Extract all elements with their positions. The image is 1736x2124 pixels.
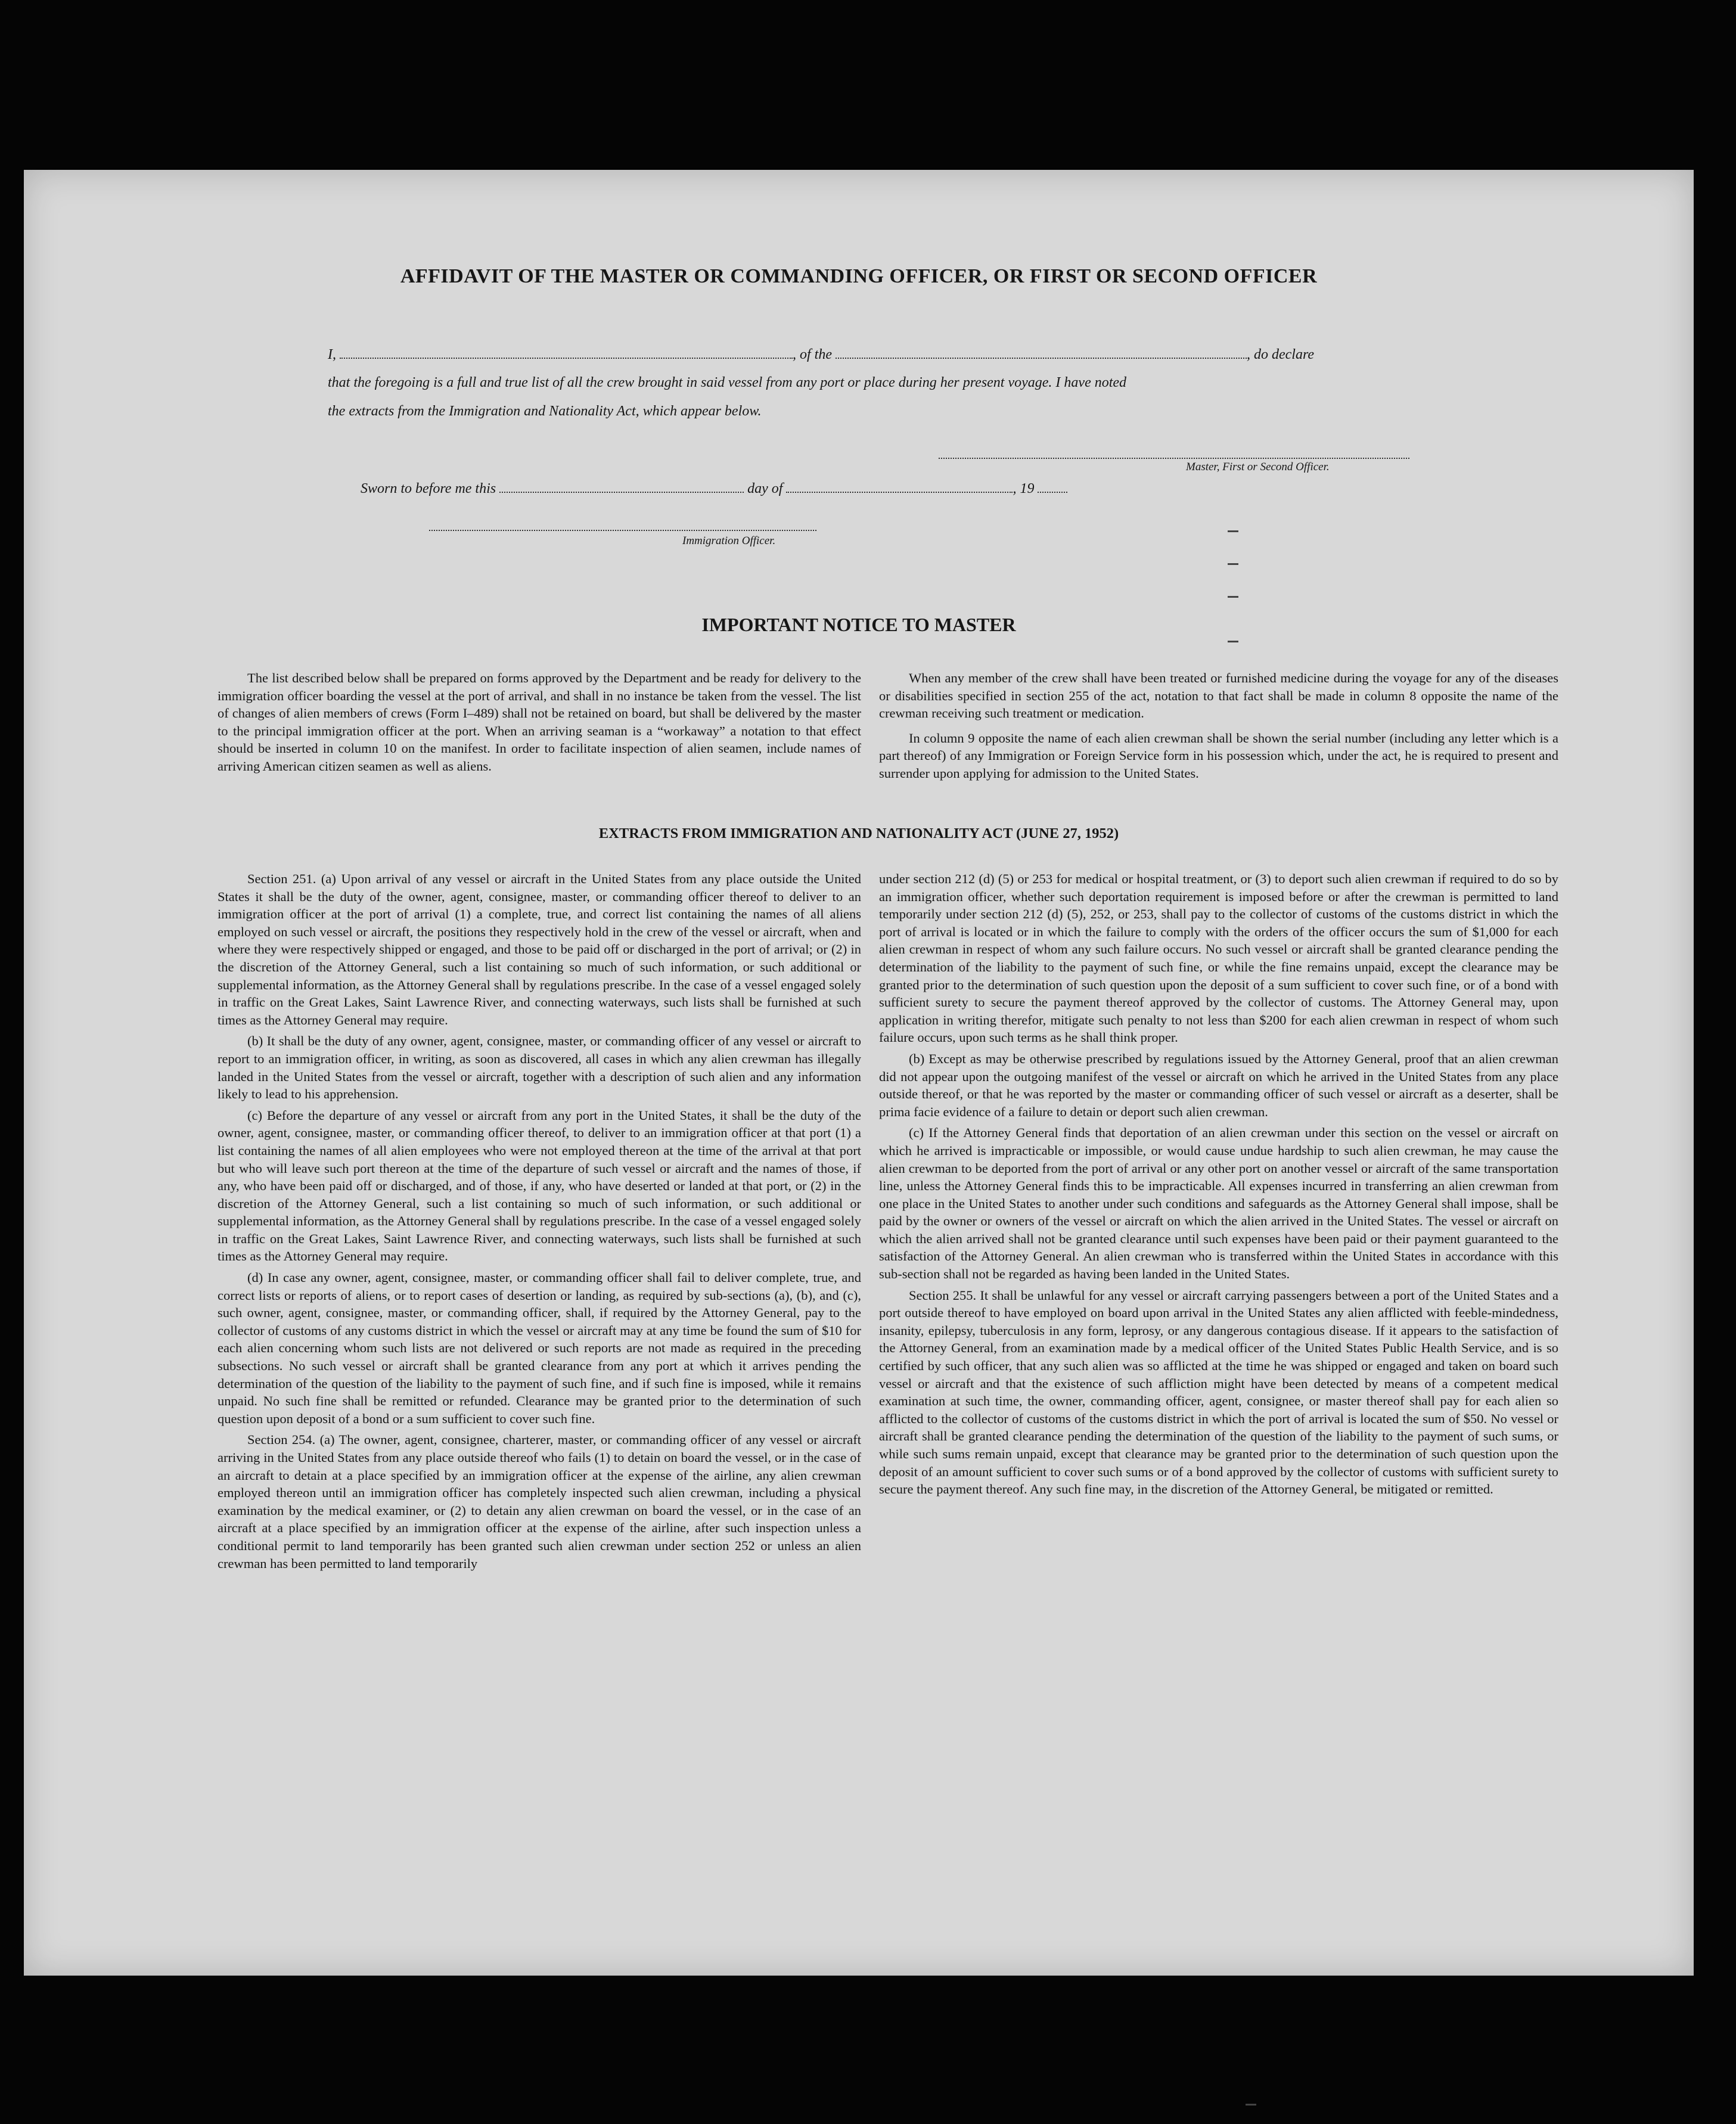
- declaration-line-1: [328, 340, 1430, 369]
- day-of-label: day of: [747, 481, 783, 496]
- extract-paragraph: (d) In case any owner, agent, consignee, master, or commanding officer shall fail to deliver complete, true, and correct lists or reports of aliens, or to report cases of desertion or landing, as required by sub-sections (a), (b), and (c), such owner, agent, consignee, master, or commanding officer, shall, if required by the Attorney General, pay to the collector of customs of any customs district in which the vessel or aircraft may at any time be found the sum of $10 for each alien concerning whom such lists are not delivered or such reports are not made as required in the preceding subsections. No such vessel or aircraft shall be granted clearance from any port at which it arrives pending the determination of the question of the liability to the payment of such fine, and if such fine is imposed, while it remains unpaid. No such fine shall be remitted or refunded. Clearance may be granted prior to the determination of such question upon deposit of a bond or a sum sufficient to cover such fine.: [218, 1270, 861, 1426]
- name-field[interactable]: [340, 340, 793, 359]
- year-label: , 19: [1013, 481, 1035, 496]
- margin-dash: [1246, 2104, 1256, 2106]
- notice-right-paragraph: When any member of the crew shall have been treated or furnished medicine during the voyage for any of the diseases or disabilities specified in section 255 of the act, notation to that fact shall be made in column 8 opposite the name of the crewman receiving such treatment or medication.: [879, 670, 1558, 721]
- master-signature-label: Master, First or Second Officer.: [1186, 461, 1330, 473]
- extract-paragraph: (b) It shall be the duty of any owner, agent, consignee, master, or commanding officer of any vessel or aircraft to report to an immigration officer, in writing, as soon as discovered, all cases in which any alien crewman has illegally landed in the United States from the vessel or aircraft, together with a description of such alien and any information likely to lead to his apprehension.: [218, 1033, 861, 1102]
- sworn-line: [361, 474, 1195, 503]
- sworn-month-field[interactable]: [786, 474, 1013, 493]
- sworn-day-field[interactable]: [499, 474, 744, 493]
- officer-signature-line[interactable]: [429, 530, 816, 531]
- notice-left-paragraph: The list described below shall be prepared on forms approved by the Department and be ready for delivery to the immigration officer boarding the vessel at the port of arrival, and shall in no instance be taken from the vessel. The list of changes of alien members of crews (Form I–489) shall not be retained on board, but shall be delivered by the master to the principal immigration officer at the port. When an arriving seaman is a “workaway” a notation to that effect should be inserted in column 10 on the manifest. In order to facilitate inspection of alien seamen, include names of arriving American citizen seamen as well as aliens.: [218, 670, 861, 774]
- margin-dash: [1228, 641, 1238, 642]
- margin-dash: [1228, 530, 1238, 532]
- document-page: [24, 170, 1694, 1976]
- extract-paragraph: (b) Except as may be otherwise prescribed by regulations issued by the Attorney General, proof that an alien crewman did not appear upon the outgoing manifest of the vessel or aircraft on which he arrived in the United States from any place outside thereof, or that he was reported by the master or commanding officer of such vessel or aircraft as a deserter, shall be prima facie evidence of a failure to detain or deport such alien crewman.: [879, 1051, 1558, 1119]
- vessel-field[interactable]: [836, 340, 1247, 359]
- notice-title: IMPORTANT NOTICE TO MASTER: [701, 614, 1016, 635]
- affidavit-title: AFFIDAVIT OF THE MASTER OR COMMANDING OFFICER, OR FIRST OR SECOND OFFICER: [400, 265, 1318, 287]
- notice-right-column: [879, 669, 1558, 782]
- extract-paragraph: Section 254. (a) The owner, agent, consignee, charterer, master, or commanding officer of any vessel or aircraft arriving in the United States from any place outside thereof who fails (1) to detain on board the vessel, or in the case of an aircraft to detain at a place specified by an immigration officer at the expense of the airline, any alien crewman employed thereon until an immigration officer has completely inspected such alien crewman, including a physical examination by the medical examiner, or (2) to detain any alien crewman on board the vessel, or in the case of an aircraft at a place specified by an immigration officer at the expense of the airline, after such inspection unless a conditional permit to land temporarily has been granted such alien crewman under section 252 or unless an alien crewman has been permitted to land temporarily: [218, 1432, 861, 1571]
- declaration-line-2: that the foregoing is a full and true list of all the crew brought in said vessel from any port or place during her present voyage. I have noted: [328, 375, 1127, 390]
- extracts-left-column: [218, 870, 861, 1572]
- margin-dash: [1228, 596, 1238, 598]
- margin-dash: [1228, 563, 1238, 565]
- extracts-right-column: [879, 870, 1558, 1498]
- extract-paragraph: (c) Before the departure of any vessel or aircraft from any port in the United States, it shall be the duty of the owner, agent, consignee, master, or commanding officer thereof, to deliver to an immigration officer at that port (1) a list containing the names of all alien employees who were not employed thereon at the time of the arrival at that port but who will leave such port thereon at the time of the departure of such vessel or aircraft and the names of those, if any, who have been paid off or discharged, and of those, if any, who have deserted or landed at that port, or (2) in the discretion of the Attorney General, such a list containing so much of such information, or such additional or supplemental information, as the Attorney General shall by regulations prescribe. In the case of a vessel engaged solely in traffic on the Great Lakes, Saint Lawrence River, and connecting waterways, such lists shall be furnished at such times as the Attorney General may require.: [218, 1107, 861, 1264]
- do-declare-label: , do declare: [1247, 347, 1315, 362]
- i-label: I,: [328, 347, 336, 362]
- officer-signature-label: Immigration Officer.: [682, 535, 776, 547]
- extracts-title: EXTRACTS FROM IMMIGRATION AND NATIONALITY ACT (JUNE 27, 1952): [598, 825, 1119, 841]
- extract-paragraph: Section 255. It shall be unlawful for any vessel or aircraft carrying passengers between a port of the United States and a port outside thereof to have employed on board upon arrival in the United States any alien afflicted with feeble-mindedness, insanity, epilepsy, tuberculosis in any form, leprosy, or any dangerous contagious disease. If it appears to the satisfaction of the Attorney General, from an examination made by a medical officer of the United States Public Health Service, and is so certified by such officer, that any such alien was so afflicted at the time he was shipped or engaged and taken on board such vessel or aircraft and that the existence of such affliction might have been detected by means of a competent medical examination at such time, the owner, commanding officer, agent, consignee, or master thereof shall pay for each alien so afflicted to the collector of customs of the customs district in which the port of arrival is located the sum of $50. No vessel or aircraft shall be granted clearance pending the determination of the question of the liability to the payment of such sums, or while such sums remain unpaid, except that clearance may be granted prior to the determination of such question upon the deposit of an amount sufficient to cover such sums or of a bond approved by the collector of customs with sufficient surety to secure the payment thereof. Any such fine may, in the discretion of the Attorney General, be mitigated or remitted.: [879, 1287, 1558, 1497]
- extract-paragraph: Section 251. (a) Upon arrival of any vessel or aircraft in the United States from any place outside the United States it shall be the duty of the owner, agent, consignee, master, or commanding officer thereof to deliver to an immigration officer at the port of arrival (1) a complete, true, and correct list containing the names of all aliens employed on such vessel or aircraft, the positions they respectively hold in the crew of the vessel or aircraft, when and where they were respectively shipped or engaged, and those to be paid off or discharged in the port of arrival; or (2) in the discretion of the Attorney General, such a list containing so much of such information, or such additional or supplemental information, as the Attorney General shall by regulations prescribe. In the case of a vessel engaged solely in traffic on the Great Lakes, Saint Lawrence River, and connecting waterways, such lists shall be furnished at such times as the Attorney General may require.: [218, 871, 861, 1027]
- sworn-year-field[interactable]: [1038, 474, 1067, 493]
- extract-paragraph: (c) If the Attorney General finds that deportation of an alien crewman under this section on the vessel or aircraft on which he arrived is impracticable or impossible, or would cause undue hardship to such alien crewman, he may cause the alien crewman to be deported from the port of arrival or any other port on another vessel or aircraft of the same transportation line, unless the Attorney General finds this to be impracticable. All expenses incurred in transferring an alien crewman from one place in the United States to another under such conditions and safeguards as the Attorney General shall impose, shall be paid by the owner or owners of the vessel or aircraft on which the alien arrived in the United States. The vessel or aircraft on which the alien arrived shall not be granted clearance until such expenses have been paid or their payment guaranteed to the satisfaction of the Attorney General. An alien crewman who is transferred within the United States in accordance with this sub-section shall not be regarded as having been landed in the United States.: [879, 1125, 1558, 1282]
- notice-right-paragraph: In column 9 opposite the name of each alien crewman shall be shown the serial number (including any letter which is a part thereof) of any Immigration or Foreign Service form in his possession which, under the act, he is required to present and surrender upon applying for admission to the United States.: [879, 730, 1558, 781]
- declaration-line-3: the extracts from the Immigration and Nationality Act, which appear below.: [328, 403, 762, 419]
- of-the-label: , of the: [793, 347, 832, 362]
- sworn-label: Sworn to before me this: [361, 481, 496, 496]
- master-signature-line[interactable]: [939, 458, 1409, 459]
- extract-paragraph: under section 212 (d) (5) or 253 for medical or hospital treatment, or (3) to deport such alien crewman if required to do so by an immigration officer, whether such deportation requirement is imposed before or after the crewman is permitted to land temporarily under section 212 (d) (5), 252, or 253, shall pay to the collector of customs of the customs district in which the port of arrival is located or in which the failure to comply with the orders of the officer occurs the sum of $1,000 for each alien crewman in respect of whom any such failure occurs. No such vessel or aircraft shall be granted clearance pending the determination of the liability to the payment of such fine, or while the fine remains unpaid, except the clearance may be granted prior to the determination of such question upon the deposit of a sum sufficient to cover such fine, or of a bond with sufficient surety to secure the payment thereof approved by the collector of customs. The Attorney General may, upon application in writing therefor, mitigate such penalty to not less than $200 for each alien crewman in respect of whom such failure occurs, upon such terms as he shall think proper.: [879, 871, 1558, 1045]
- notice-left-column: [218, 669, 861, 775]
